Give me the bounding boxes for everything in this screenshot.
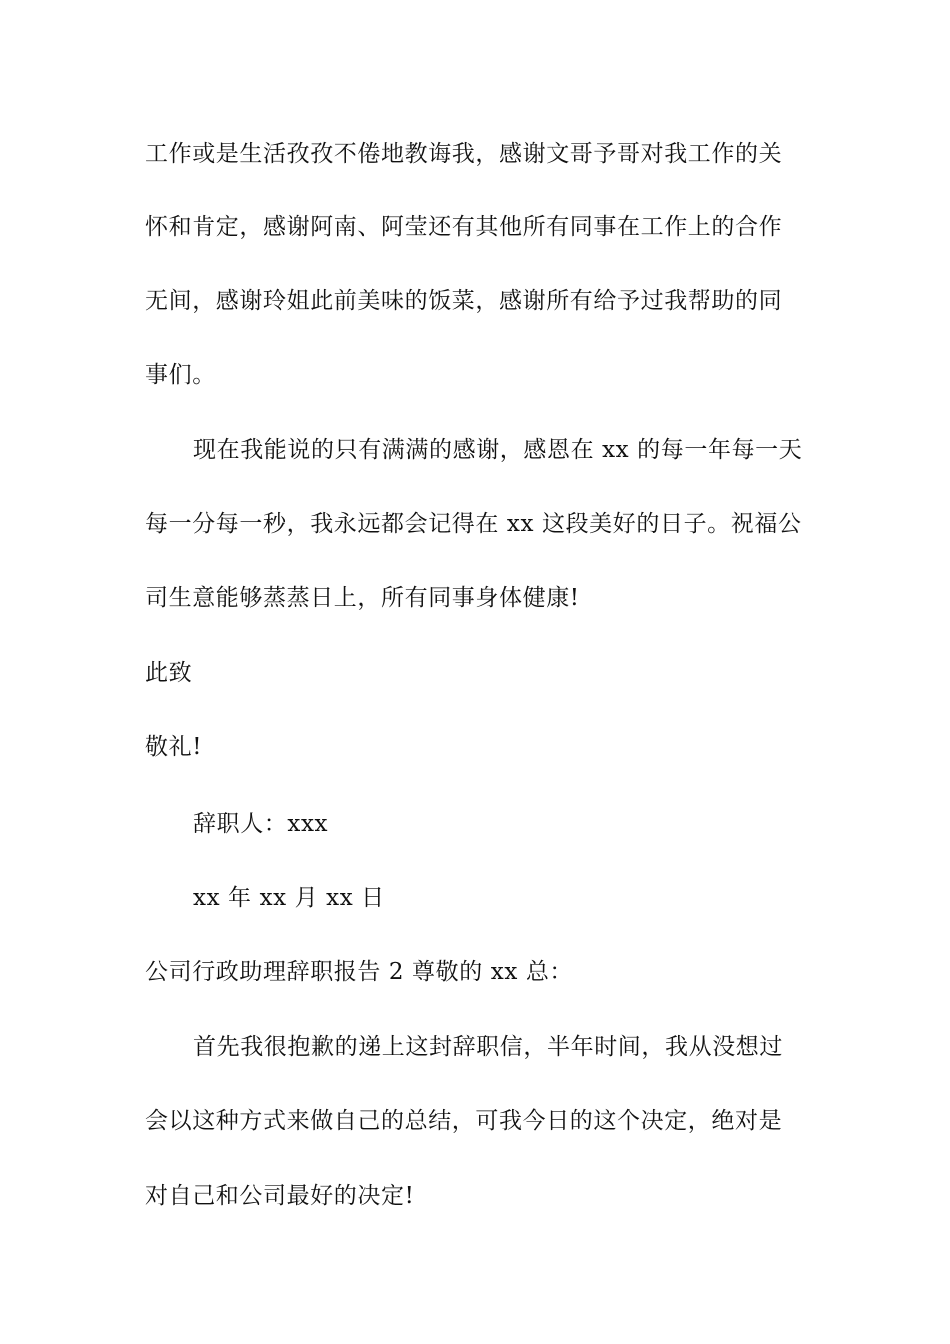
paragraph-line: 工作或是生活孜孜不倦地教诲我，感谢文哥予哥对我工作的关 [145,141,783,167]
paragraph-line: 对自己和公司最好的决定! [145,1183,415,1209]
paragraph-line: 每一分每一秒，我永远都会记得在 xx 这段美好的日子。祝福公 [145,511,802,537]
closing-regards: 敬礼! [145,734,203,760]
paragraph-line: 无间，感谢玲姐此前美味的饭菜，感谢所有给予过我帮助的同 [145,288,783,314]
closing-salutation: 此致 [145,660,193,686]
signature-name: 辞职人：xxx [193,811,329,837]
signature-date: xx 年 xx 月 xx 日 [193,885,385,911]
paragraph-line: 怀和肯定，感谢阿南、阿莹还有其他所有同事在工作上的合作 [145,214,783,240]
paragraph-line: 首先我很抱歉的递上这封辞职信，半年时间，我从没想过 [193,1034,783,1060]
paragraph-line: 事们。 [145,362,216,388]
paragraph-line: 会以这种方式来做自己的总结，可我今日的这个决定，绝对是 [145,1108,783,1134]
section-heading: 公司行政助理辞职报告 2 尊敬的 xx 总： [145,959,574,985]
paragraph-line: 司生意能够蒸蒸日上，所有同事身体健康! [145,585,580,611]
paragraph-line: 现在我能说的只有满满的感谢，感恩在 xx 的每一年每一天 [193,437,803,463]
